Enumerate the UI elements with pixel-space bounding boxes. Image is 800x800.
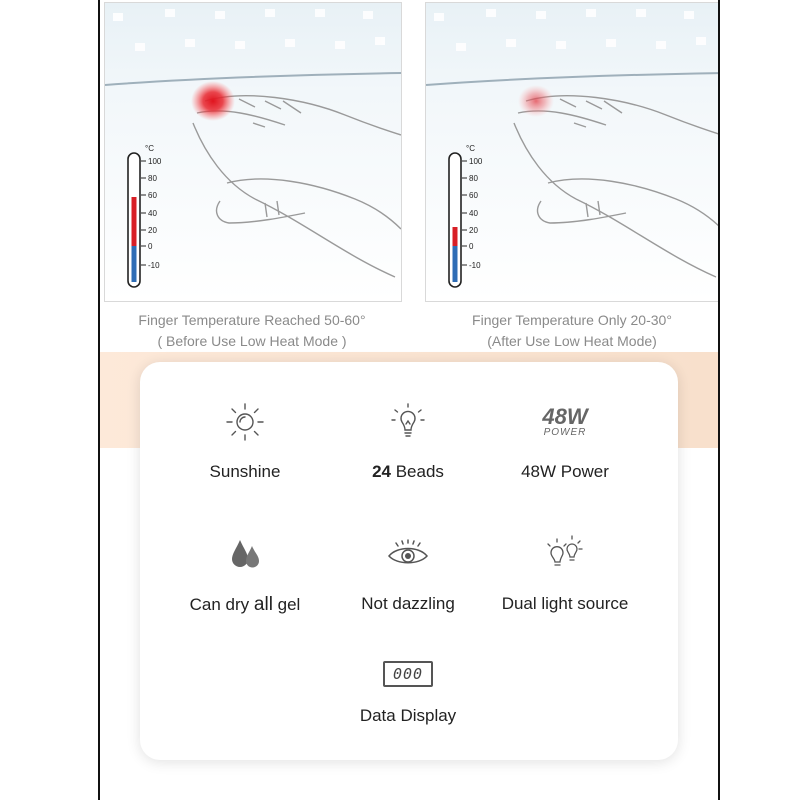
- feature-data-display: [318, 652, 498, 726]
- before-caption: [102, 310, 402, 352]
- feature-label: [155, 594, 335, 616]
- power-icon-text: 48W: [542, 404, 588, 429]
- scale-minus10: -10: [148, 261, 160, 270]
- feature-power: [475, 400, 655, 482]
- feature-label: Sunshine: [209, 462, 281, 481]
- water-drops-icon: [223, 532, 267, 576]
- scale-60: 60: [469, 191, 478, 200]
- feature-label: Not dazzling: [361, 594, 455, 613]
- dry-label-b: all: [253, 594, 273, 615]
- after-caption-line1: Finger Temperature Only 20-30°: [472, 312, 672, 328]
- scale-0: 0: [469, 242, 474, 251]
- scale-80: 80: [148, 174, 157, 183]
- feature-not-dazzling: [318, 532, 498, 614]
- digital-display-icon: 000: [383, 661, 433, 687]
- scale-100: 100: [469, 157, 483, 166]
- scale-20: 20: [469, 226, 478, 235]
- scale-20: 20: [148, 226, 157, 235]
- before-caption-line2: ( Before Use Low Heat Mode ): [157, 333, 347, 349]
- feature-dual-light: [475, 532, 655, 614]
- bead-label: Beads: [390, 462, 444, 481]
- scale-unit: °C: [145, 144, 154, 153]
- after-panel: [425, 2, 720, 302]
- feature-label: Dual light source: [501, 594, 629, 613]
- feature-sunshine: [155, 400, 335, 482]
- after-illustration: [426, 3, 720, 301]
- scale-0: 0: [148, 242, 153, 251]
- dual-bulb-icon: [542, 532, 588, 576]
- after-caption: [422, 310, 720, 352]
- eye-icon: [385, 532, 431, 576]
- feature-beads: [318, 400, 498, 482]
- bead-count: 24: [372, 462, 391, 481]
- scale-80: 80: [469, 174, 478, 183]
- feature-label: Data Display: [359, 706, 457, 725]
- feature-label: 48W Power: [521, 462, 609, 481]
- feature-label: [318, 462, 498, 482]
- scale-100: 100: [148, 157, 162, 166]
- scale-60: 60: [148, 191, 157, 200]
- page-frame: [98, 0, 720, 800]
- before-caption-line1: Finger Temperature Reached 50-60°: [138, 312, 366, 328]
- power-icon-subtext: POWER: [543, 427, 587, 438]
- before-illustration: [105, 3, 401, 301]
- features-card: [140, 362, 678, 760]
- 48w-power-icon: [542, 406, 587, 438]
- dry-label-c: gel: [272, 595, 301, 614]
- before-panel: [104, 2, 402, 302]
- after-caption-line2: (After Use Low Heat Mode): [487, 333, 657, 349]
- feature-dry-gel: [155, 532, 335, 616]
- sun-icon: [223, 400, 267, 444]
- dry-label-a: Can dry: [189, 595, 250, 614]
- scale-40: 40: [469, 209, 478, 218]
- scale-40: 40: [148, 209, 157, 218]
- lightbulb-icon: [386, 400, 430, 444]
- scale-unit: °C: [466, 144, 475, 153]
- scale-minus10: -10: [469, 261, 481, 270]
